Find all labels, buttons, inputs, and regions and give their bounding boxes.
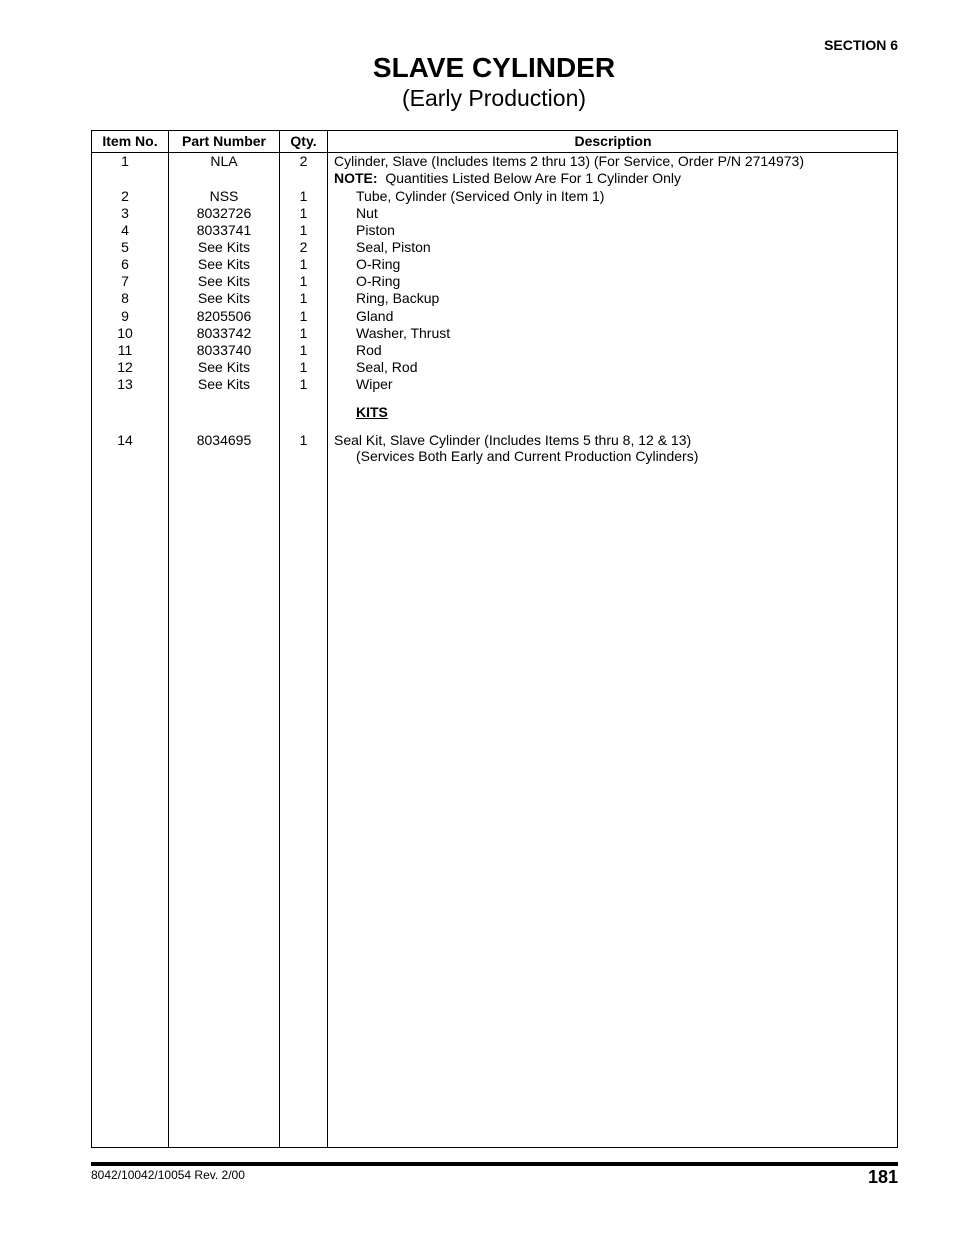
item-number: 13: [117, 376, 133, 392]
item-number: 1: [121, 153, 129, 169]
quantity: 1: [299, 188, 308, 204]
item-number: 14: [117, 432, 133, 448]
table-row: [92, 308, 899, 325]
description: Gland: [356, 308, 394, 324]
description: Cylinder, Slave (Includes Items 2 thru 13) (For Service, Order P/N 2714973): [334, 153, 804, 169]
quantity: 1: [299, 359, 308, 375]
column-header-item-no: Item No.: [102, 133, 158, 149]
section-label: SECTION 6: [824, 37, 898, 53]
kits-heading: KITS: [356, 404, 388, 420]
part-number: 8034695: [196, 432, 252, 448]
description-continued: (Services Both Early and Current Production Cylinders): [356, 448, 699, 464]
description: O-Ring: [356, 256, 401, 272]
item-number: 8: [121, 290, 129, 306]
page-subtitle: (Early Production): [401, 85, 587, 111]
quantity: 1: [299, 222, 308, 238]
description: O-Ring: [356, 273, 401, 289]
table-row: [92, 290, 899, 307]
item-number: 6: [121, 256, 129, 272]
quantity: 1: [299, 205, 308, 221]
quantity: 1: [299, 290, 308, 306]
item-number: 10: [117, 325, 133, 341]
part-number: 8032726: [196, 205, 252, 221]
description: Wiper: [356, 376, 393, 392]
table-row: [92, 273, 899, 290]
part-number: 8033742: [196, 325, 252, 341]
part-number: See Kits: [197, 359, 251, 375]
description: Rod: [356, 342, 382, 358]
quantity: 1: [299, 273, 308, 289]
item-number: 11: [117, 342, 133, 358]
part-number: NSS: [209, 188, 239, 204]
item-number: 12: [117, 359, 133, 375]
quantity: 1: [299, 342, 308, 358]
table-row: [92, 239, 899, 256]
description: Seal, Piston: [356, 239, 431, 255]
quantity: 1: [299, 325, 308, 341]
quantity: 2: [299, 239, 308, 255]
table-row: [92, 376, 899, 393]
item-number: 2: [121, 188, 129, 204]
description: Nut: [356, 205, 378, 221]
part-number: See Kits: [197, 239, 251, 255]
note-row: [92, 170, 899, 187]
table-row: [92, 342, 899, 359]
table-row: [92, 153, 899, 170]
kits-heading-row: [92, 404, 899, 421]
table-row: [92, 432, 899, 449]
description: Washer, Thrust: [356, 325, 451, 341]
column-header-description: Description: [574, 133, 652, 149]
item-number: 4: [121, 222, 129, 238]
item-number: 5: [121, 239, 129, 255]
table-row: [92, 359, 899, 376]
note-label: NOTE:: [334, 170, 378, 186]
parts-table: [91, 130, 898, 1148]
item-number: 7: [121, 273, 129, 289]
description: Seal, Rod: [356, 359, 418, 375]
table-row: [92, 325, 899, 342]
part-number: See Kits: [197, 290, 251, 306]
quantity: 1: [299, 432, 308, 448]
part-number: See Kits: [197, 256, 251, 272]
note: [334, 170, 681, 187]
page-number: 181: [867, 1167, 898, 1187]
column-header-part-number: Part Number: [181, 133, 267, 149]
table-row: [92, 256, 899, 273]
part-number: NLA: [210, 153, 238, 169]
description: Ring, Backup: [356, 290, 440, 306]
part-number: 8033740: [196, 342, 252, 358]
part-number: See Kits: [197, 376, 251, 392]
part-number: 8205506: [196, 308, 252, 324]
item-number: 9: [121, 308, 129, 324]
description: Piston: [356, 222, 395, 238]
table-row: [92, 205, 899, 222]
quantity: 1: [299, 256, 308, 272]
quantity: 2: [299, 153, 308, 169]
table-row: [92, 222, 899, 239]
part-number: See Kits: [197, 273, 251, 289]
document-number: 8042/10042/10054 Rev. 2/00: [91, 1168, 245, 1182]
column-header-qty: Qty.: [290, 133, 317, 149]
note-text: Quantities Listed Below Are For 1 Cylinder Only: [385, 170, 682, 186]
page-title: SLAVE CYLINDER: [372, 52, 616, 83]
item-number: 3: [121, 205, 129, 221]
description: Tube, Cylinder (Serviced Only in Item 1): [356, 188, 605, 204]
footer-rule: [91, 1162, 898, 1166]
description-continuation-row: [92, 448, 899, 465]
quantity: 1: [299, 308, 308, 324]
quantity: 1: [299, 376, 308, 392]
part-number: 8033741: [196, 222, 252, 238]
table-row: [92, 188, 899, 205]
description: Seal Kit, Slave Cylinder (Includes Items 5 thru 8, 12 & 13): [334, 432, 692, 448]
